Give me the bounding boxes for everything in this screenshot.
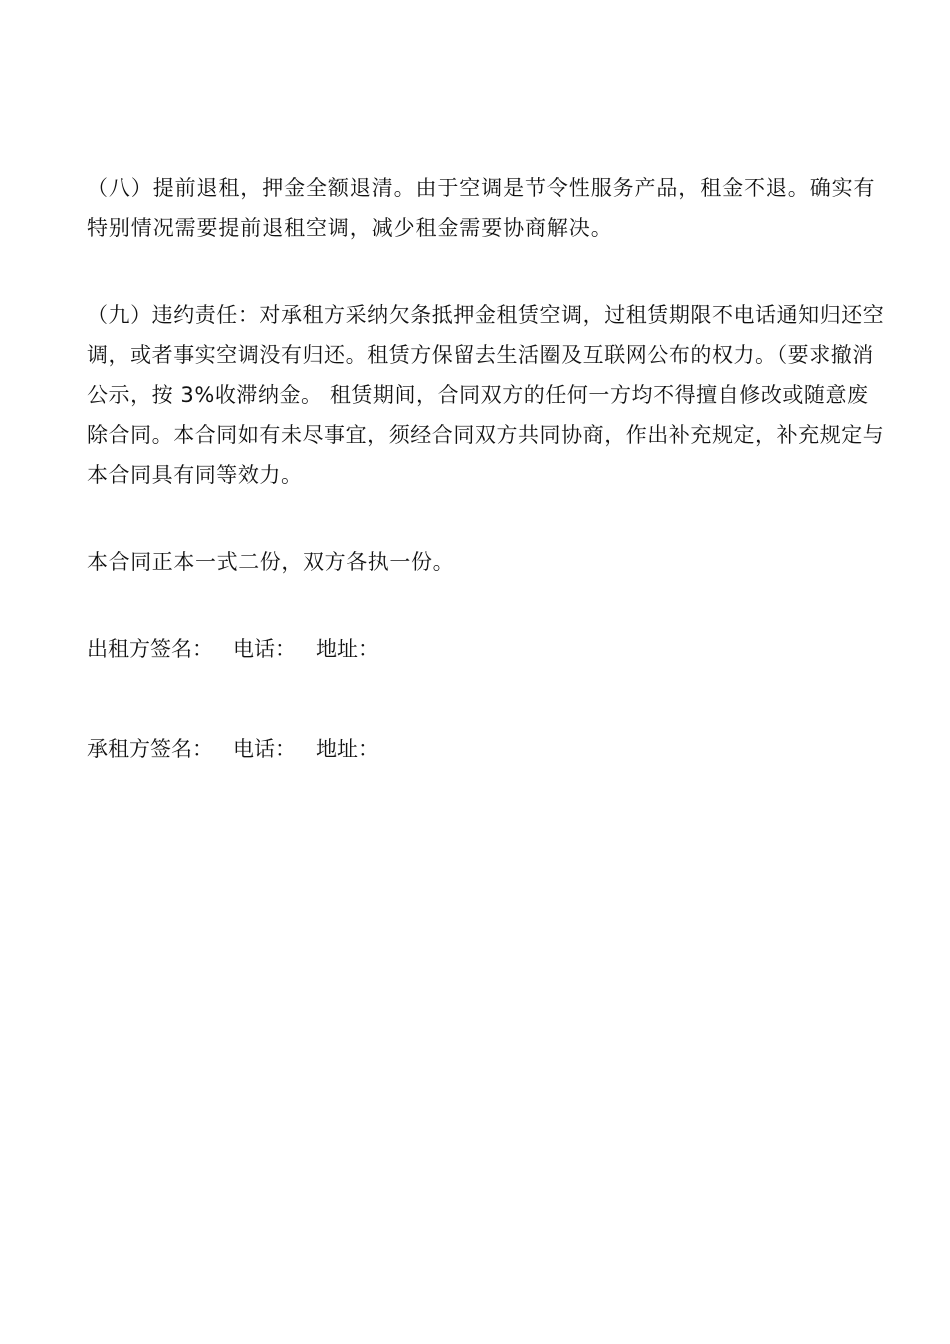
lessee-signature-block (87, 729, 887, 769)
lessor-phone-label: 电话： (233, 637, 296, 661)
lessee-phone-label: 电话： (233, 737, 296, 761)
section-9-paragraph: （九）违约责任：对承租方采纳欠条抵押金租赁空调，过租赁期限不电话通知归还空调，或者事实空调没有归还。租赁方保留去生活圈及互联网公布的权力。（要求撤消公示，按 3%收滞纳金。 租赁期间，合同双方的任何一方均不得擅自修改或随意废除合同。本合同如有未尽事宜，须经合同双方共同协商，作出补充规定，补充规定与本合同具有同等效力。 (87, 303, 885, 487)
copies-statement: 本合同正本一式二份，双方各执一份。 (87, 550, 455, 574)
lessee-address-label: 地址： (316, 737, 379, 761)
lessor-signature-line (87, 629, 887, 669)
lessor-signature-block (87, 629, 887, 669)
document-body (87, 168, 887, 769)
lessee-signature-line (87, 729, 887, 769)
lessor-signature-label: 出租方签名： (87, 637, 213, 661)
lessor-address-label: 地址： (316, 637, 379, 661)
lessee-signature-label: 承租方签名： (87, 737, 213, 761)
section-8-paragraph: （八）提前退租，押金全额退清。由于空调是节令性服务产品，租金不退。确实有特别情况需要提前退租空调，减少租金需要协商解决。 (87, 176, 876, 240)
